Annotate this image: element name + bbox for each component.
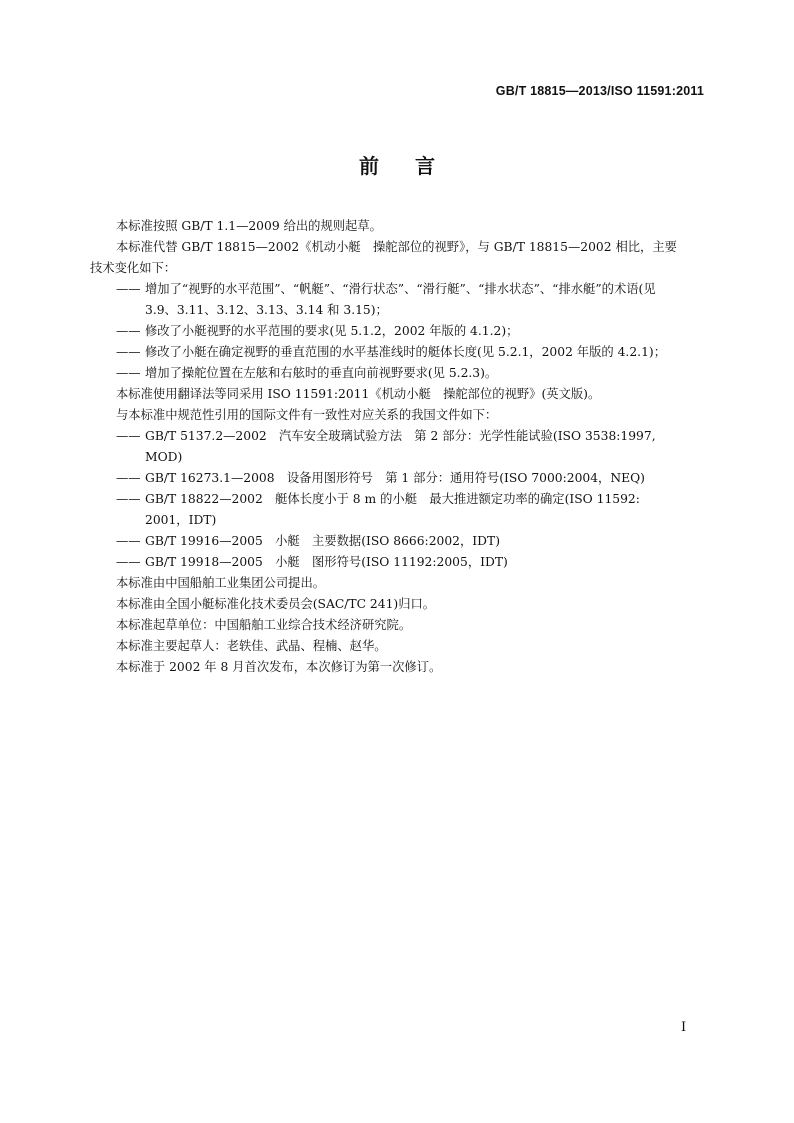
list-item-text: GB/T 19918—2005 小艇 图形符号(ISO 11192:2005，IDT) [145,555,508,569]
dash-marker: —— [116,324,141,338]
list-item-change [90,363,706,384]
list-item-text: GB/T 18822—2002 艇体长度小于 8 m 的小艇 最大推进额定功率的确定(ISO 11592: [145,492,640,506]
list-item-text-continued: 2001，IDT) [145,513,217,527]
paragraph-replacement-line1: 本标准代替 GB/T 18815—2002《机动小艇 操舵部位的视野》，与 GB/T 18815—2002 相比，主要 [116,240,677,254]
list-item-reference [90,552,706,573]
paragraph-publication-history: 本标准于 2002 年 8 月首次发布，本次修订为第一次修订。 [116,660,442,674]
standard-code-header: GB/T 18815—2013/ISO 11591:2011 [495,84,704,98]
dash-marker: —— [116,345,141,359]
list-item-text: GB/T 19916—2005 小艇 主要数据(ISO 8666:2002，IDT) [145,534,501,548]
list-item-text: 修改了小艇视野的水平范围的要求(见 5.1.2，2002 年版的 4.1.2)； [145,324,519,338]
list-item-text: GB/T 16273.1—2008 设备用图形符号 第 1 部分：通用符号(ISO 7000:2004，NEQ) [145,471,645,485]
dash-marker: —— [116,534,141,548]
dash-marker: —— [116,555,141,569]
paragraph-references-intro: 与本标准中规范性引用的国际文件有一致性对应关系的我国文件如下： [116,408,498,422]
list-item-change [90,321,706,342]
document-body [90,216,706,678]
paragraph-adoption: 本标准使用翻译法等同采用 ISO 11591:2011《机动小艇 操舵部位的视野》(英文版)。 [116,387,601,401]
paragraph-drafting-unit: 本标准起草单位：中国船舶工业综合技术经济研究院。 [116,618,412,632]
list-item-change [90,342,706,363]
list-item-reference [90,468,706,489]
list-item-change [90,279,706,321]
paragraph-committee: 本标准由全国小艇标准化技术委员会(SAC/TC 241)归口。 [116,597,436,611]
list-item-text-continued: MOD) [145,450,183,464]
dash-marker: —— [116,282,141,296]
paragraph-drafters: 本标准主要起草人：老轶佳、武晶、程楠、赵华。 [116,639,387,653]
list-item-reference [90,489,706,531]
list-item-text: GB/T 5137.2—2002 汽车安全玻璃试验方法 第 2 部分：光学性能试验(ISO 3538:1997, [145,429,656,443]
paragraph-proposer: 本标准由中国船舶工业集团公司提出。 [116,576,326,590]
list-item-text: 增加了操舵位置在左舷和右舷时的垂直向前视野要求(见 5.2.3)。 [145,366,498,380]
page-title: 前言 [359,154,471,178]
paragraph-replacement-line2: 技术变化如下： [90,261,177,275]
paragraph-drafting-rules: 本标准按照 GB/T 1.1—2009 给出的规则起草。 [116,219,382,233]
list-item-reference [90,531,706,552]
dash-marker: —— [116,429,141,443]
dash-marker: —— [116,492,141,506]
dash-marker: —— [116,471,141,485]
list-item-text: 修改了小艇在确定视野的垂直范围的水平基准线时的艇体长度(见 5.2.1，2002 年版的 4.2.1)； [145,345,666,359]
dash-marker: —— [116,366,141,380]
list-item-text: 增加了“视野的水平范围”、“帆艇”、“滑行状态”、“滑行艇”、“排水状态”、“排水艇”的术语(见 [145,282,656,296]
list-item-reference [90,426,706,468]
list-item-text-continued: 3.9、3.11、3.12、3.13、3.14 和 3.15)； [145,303,388,317]
page-number: I [681,1020,687,1035]
